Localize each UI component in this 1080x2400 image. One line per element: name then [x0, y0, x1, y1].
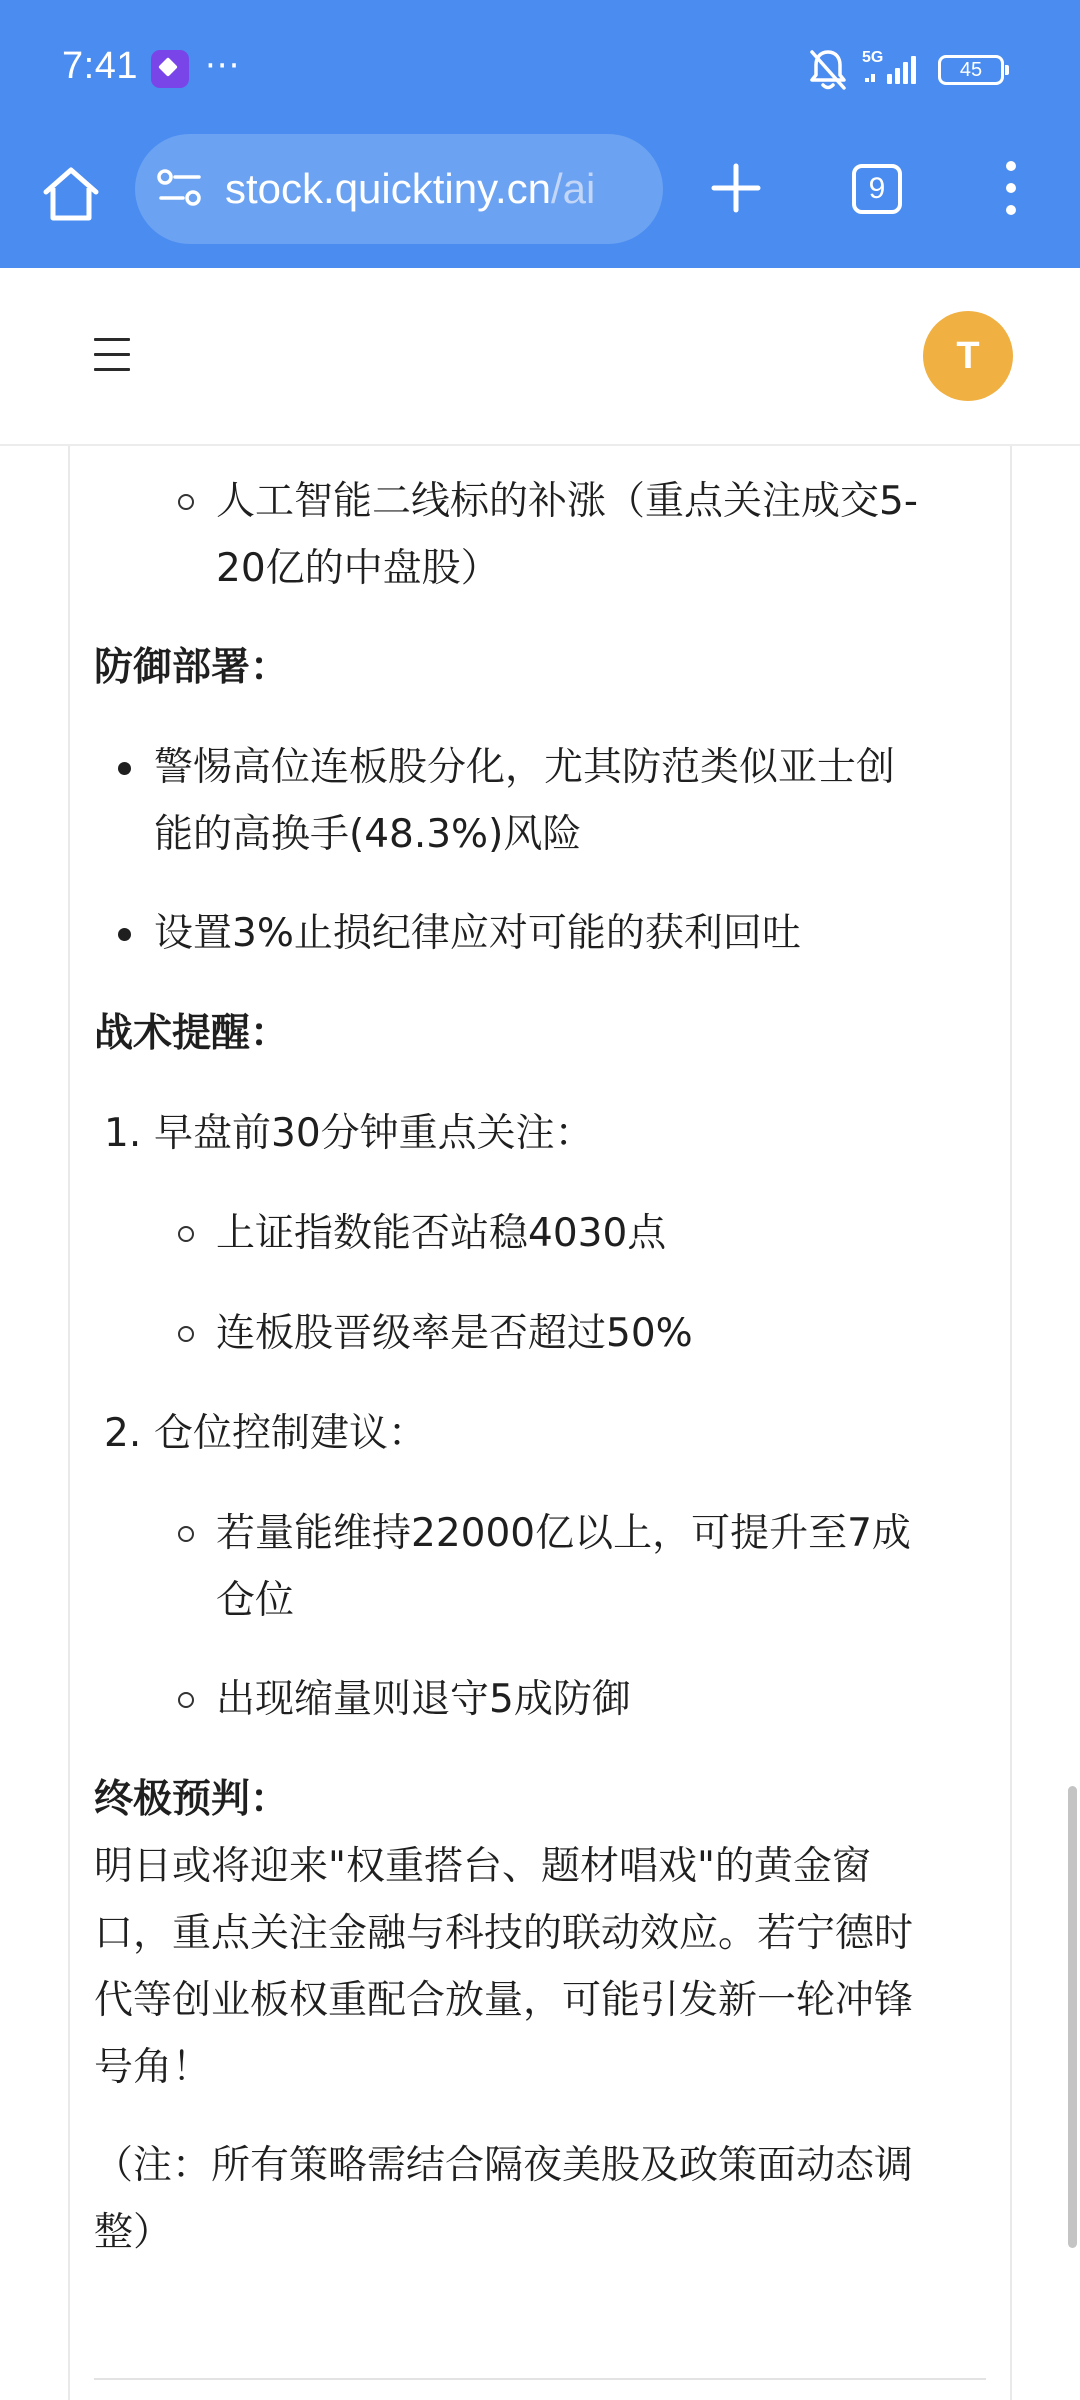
section-heading-tactics: 战术提醒： [94, 1011, 290, 1056]
final-prediction-block [94, 1766, 994, 2101]
user-avatar[interactable]: T [923, 311, 1013, 401]
battery-icon [938, 55, 1004, 85]
list-item-text: 若量能维持22000亿以上，可提升至7成 [216, 1511, 911, 1556]
list-number: 2. [104, 1411, 142, 1456]
paragraph-line: 整） [94, 2210, 173, 2255]
url-host: stock.quicktiny.cn [225, 165, 552, 212]
list-item-text: 仓位控制建议： [154, 1411, 428, 1456]
page-scrollbar[interactable] [1068, 1786, 1077, 2248]
list-item [94, 734, 994, 868]
url-path: /ai [551, 165, 596, 212]
list-item [94, 1666, 994, 1733]
circle-bullet-icon [178, 1226, 194, 1242]
hamburger-menu-icon[interactable] [94, 338, 130, 374]
list-item-text: 早盘前30分钟重点关注： [154, 1111, 594, 1156]
paragraph-line: 口，重点关注金融与科技的联动效应。若宁德时 [94, 1911, 914, 1956]
paragraph-line: 号角！ [94, 2045, 212, 2090]
app-notification-icon [151, 50, 189, 88]
site-header [0, 268, 1080, 446]
divider [94, 2378, 986, 2380]
list-item-text: 设置3%止损纪律应对可能的获利回吐 [154, 911, 801, 956]
bell-off-icon [808, 48, 848, 92]
new-tab-icon[interactable] [706, 158, 766, 218]
list-item-text: 出现缩量则退守5成防御 [216, 1677, 631, 1722]
paragraph-line: 明日或将迎来"权重搭台、题材唱戏"的黄金窗 [94, 1844, 871, 1889]
list-item [94, 1200, 994, 1267]
circle-bullet-icon [178, 494, 194, 510]
bullet-dot-icon [118, 762, 131, 775]
battery-level: 45 [959, 59, 983, 81]
list-item-text: 能的高换手(48.3%)风险 [154, 812, 582, 857]
list-item-text: 20亿的中盘股） [216, 546, 500, 591]
paragraph-line: 代等创业板权重配合放量，可能引发新一轮冲锋 [94, 1978, 914, 2023]
status-time: 7:41 [62, 45, 138, 87]
url-text[interactable] [225, 162, 595, 216]
circle-bullet-icon [178, 1526, 194, 1542]
list-item-text: 上证指数能否站稳4030点 [216, 1211, 667, 1256]
paragraph-line: （注：所有策略需结合隔夜美股及政策面动态调 [94, 2143, 914, 2188]
status-bar [0, 0, 1080, 134]
list-item-text: 人工智能二线标的补涨（重点关注成交5- [216, 479, 918, 524]
circle-bullet-icon [178, 1692, 194, 1708]
browser-toolbar [0, 134, 1080, 268]
address-bar[interactable] [135, 134, 663, 244]
site-settings-icon[interactable] [157, 168, 203, 208]
list-item [94, 1500, 994, 1634]
network-type-label: 5G [862, 49, 884, 66]
list-item [94, 1100, 994, 1167]
section-heading-defense: 防御部署： [94, 645, 290, 690]
browser-chrome [0, 0, 1080, 268]
circle-bullet-icon [178, 1326, 194, 1342]
list-item [94, 468, 994, 602]
list-item [94, 1400, 994, 1467]
section-heading-final: 终极预判： [94, 1777, 290, 1822]
list-number: 1. [104, 1111, 142, 1156]
more-options-icon[interactable] [996, 158, 1026, 218]
list-item-text: 连板股晋级率是否超过50% [216, 1311, 693, 1356]
tab-switcher-button[interactable]: 9 [852, 164, 902, 214]
list-item [94, 900, 994, 967]
list-item [94, 1300, 994, 1367]
signal-strength-icon [865, 52, 927, 86]
note-block [94, 2132, 994, 2266]
more-notifications-icon: ··· [205, 46, 241, 86]
home-icon[interactable] [38, 162, 104, 228]
list-item-text: 仓位 [216, 1578, 295, 1623]
list-item-text: 警惕高位连板股分化，尤其防范类似亚士创 [154, 745, 896, 790]
bullet-dot-icon [118, 928, 131, 941]
